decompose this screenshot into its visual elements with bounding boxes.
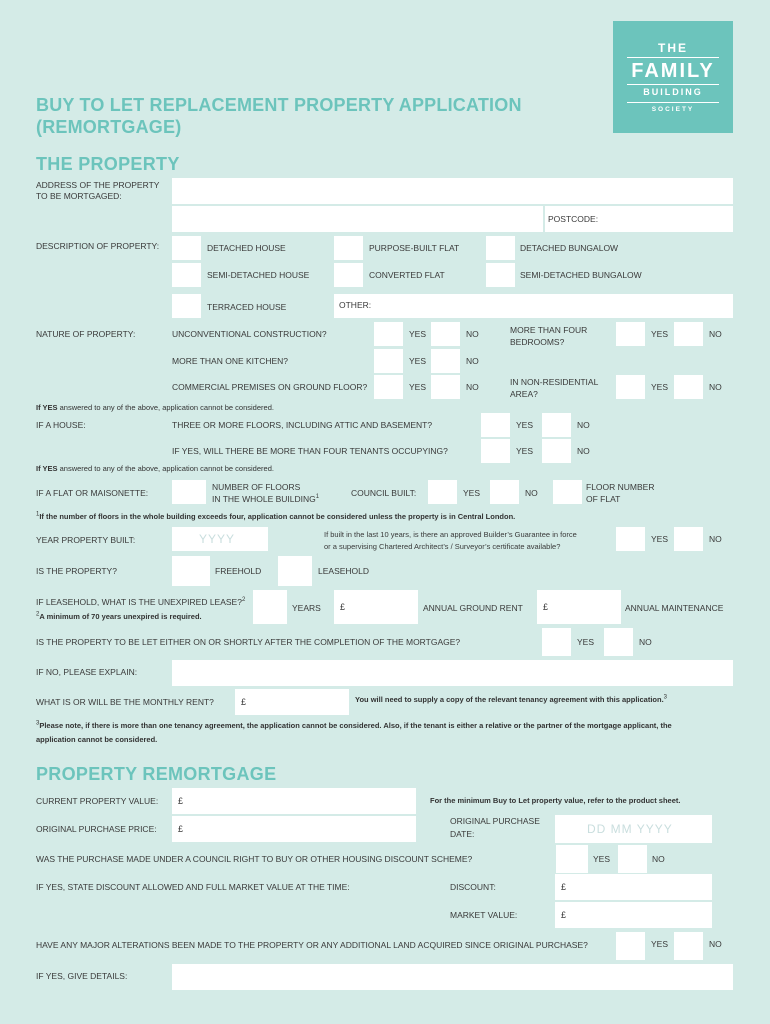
option-semi-detached-house: SEMI-DETACHED HOUSE bbox=[207, 270, 310, 280]
pound-sign: £ bbox=[543, 602, 549, 612]
checkbox-converted-flat[interactable] bbox=[334, 263, 363, 287]
family-building-society-logo bbox=[613, 21, 733, 133]
floor-number-label: OF FLAT bbox=[586, 494, 621, 504]
address-field-line1[interactable] bbox=[172, 178, 733, 204]
annual-ground-rent-label: ANNUAL GROUND RENT bbox=[423, 603, 523, 613]
pound-sign: £ bbox=[178, 824, 184, 834]
yes-label: YES bbox=[651, 939, 669, 949]
option-detached-house: DETACHED HOUSE bbox=[207, 243, 286, 253]
state-discount-label: IF YES, STATE DISCOUNT ALLOWED AND FULL MARKET VALUE AT THE TIME: bbox=[36, 882, 350, 892]
option-terraced-house: TERRACED HOUSE bbox=[207, 302, 287, 312]
logo-rule bbox=[627, 102, 719, 103]
major-alterations-label: HAVE ANY MAJOR ALTERATIONS BEEN MADE TO THE PROPERTY OR ANY ADDITIONAL LAND ACQUIRED SINCE ORIGINAL PURCHASE? bbox=[36, 940, 588, 950]
year-placeholder: YYYY bbox=[199, 532, 236, 546]
logo-society: SOCIETY bbox=[651, 106, 695, 113]
postcode-label: POSTCODE: bbox=[548, 214, 599, 224]
non-residential-yes-box[interactable] bbox=[616, 375, 645, 399]
unexpired-years-box[interactable] bbox=[253, 590, 287, 624]
market-value-label: MARKET VALUE: bbox=[450, 910, 518, 920]
no-label: NO bbox=[577, 420, 590, 430]
council-yes-box[interactable] bbox=[428, 480, 457, 504]
guarantee-yes-box[interactable] bbox=[616, 527, 645, 551]
commercial-yes-box[interactable] bbox=[374, 375, 403, 399]
logo-building: BUILDING bbox=[643, 87, 703, 97]
other-field[interactable] bbox=[334, 294, 733, 318]
page-title-line2: (REMORTGAGE) bbox=[36, 117, 182, 137]
address-label: TO BE MORTGAGED: bbox=[36, 191, 122, 201]
note-if-yes: If YES answered to any of the above, application cannot be considered. bbox=[36, 464, 274, 473]
kitchen-label: MORE THAN ONE KITCHEN? bbox=[172, 356, 289, 366]
unconventional-label: UNCONVENTIONAL CONSTRUCTION? bbox=[172, 329, 327, 339]
no-label: NO bbox=[577, 446, 590, 456]
address-field-line2[interactable] bbox=[172, 206, 543, 232]
non-residential-label: AREA? bbox=[510, 389, 538, 399]
council-no-box[interactable] bbox=[490, 480, 519, 504]
kitchen-no-box[interactable] bbox=[431, 349, 460, 373]
is-property-label: IS THE PROPERTY? bbox=[36, 566, 117, 576]
if-flat-label: IF A FLAT OR MAISONETTE: bbox=[36, 488, 149, 498]
tenants-yes-box[interactable] bbox=[481, 439, 510, 463]
section-heading-property: THE PROPERTY bbox=[36, 154, 180, 174]
current-value-label: CURRENT PROPERTY VALUE: bbox=[36, 796, 159, 806]
if-no-explain-label: IF NO, PLEASE EXPLAIN: bbox=[36, 667, 138, 677]
yes-label: YES bbox=[409, 329, 427, 339]
current-value-field[interactable] bbox=[172, 788, 416, 814]
floor-number-label: FLOOR NUMBER bbox=[586, 482, 655, 492]
leasehold-label: LEASEHOLD bbox=[318, 566, 370, 576]
logo-rule bbox=[627, 57, 719, 58]
original-date-label: DATE: bbox=[450, 829, 475, 839]
tenants-no-box[interactable] bbox=[542, 439, 571, 463]
pound-sign: £ bbox=[340, 602, 346, 612]
page-title-line1: BUY TO LET REPLACEMENT PROPERTY APPLICATION bbox=[36, 95, 522, 115]
discount-label: DISCOUNT: bbox=[450, 882, 496, 892]
checkbox-detached-house[interactable] bbox=[172, 236, 201, 260]
year-built-label: YEAR PROPERTY BUILT: bbox=[36, 535, 136, 545]
three-floors-yes-box[interactable] bbox=[481, 413, 510, 437]
give-details-label: IF YES, GIVE DETAILS: bbox=[36, 971, 128, 981]
no-label: NO bbox=[639, 637, 652, 647]
original-price-field[interactable] bbox=[172, 816, 416, 842]
logo-the: THE bbox=[658, 41, 688, 55]
yes-label: YES bbox=[463, 488, 481, 498]
four-tenants-label: IF YES, WILL THERE BE MORE THAN FOUR TENANTS OCCUPYING? bbox=[172, 446, 448, 456]
address-label: ADDRESS OF THE PROPERTY bbox=[36, 180, 160, 190]
if-house-label: IF A HOUSE: bbox=[36, 420, 86, 430]
original-date-field[interactable] bbox=[555, 815, 712, 843]
bedrooms-label: MORE THAN FOUR bbox=[510, 325, 588, 335]
description-label: DESCRIPTION OF PROPERTY: bbox=[36, 241, 160, 251]
yes-label: YES bbox=[409, 356, 427, 366]
builders-guarantee-text: or a supervising Chartered Architect’s / Surveyor’s certificate available? bbox=[324, 542, 561, 551]
maintenance-field[interactable] bbox=[537, 590, 621, 624]
monthly-rent-label: WHAT IS OR WILL BE THE MONTHLY RENT? bbox=[36, 697, 214, 707]
footnote-3: $^3$Please note, if there is more than one tenancy agreement, the application cannot be considered. Also, if the tenant is either a relative or the partner of the mortgage applicant, the bbox=[36, 720, 672, 730]
checkbox-semi-detached-house[interactable] bbox=[172, 263, 201, 287]
yes-label: YES bbox=[651, 534, 669, 544]
yes-label: YES bbox=[409, 382, 427, 392]
yes-label: YES bbox=[593, 854, 611, 864]
council-scheme-label: WAS THE PURCHASE MADE UNDER A COUNCIL RIGHT TO BUY OR OTHER HOUSING DISCOUNT SCHEME? bbox=[36, 854, 473, 864]
footnote-2: $^2$A minimum of 70 years unexpired is required. bbox=[36, 611, 202, 621]
no-label: NO bbox=[525, 488, 538, 498]
min-value-note: For the minimum Buy to Let property value, refer to the product sheet. bbox=[430, 796, 681, 805]
date-placeholder: DD MM YYYY bbox=[587, 822, 673, 836]
no-label: NO bbox=[652, 854, 665, 864]
nature-label: NATURE OF PROPERTY: bbox=[36, 329, 136, 339]
no-label: NO bbox=[466, 356, 479, 366]
freehold-label: FREEHOLD bbox=[215, 566, 262, 576]
no-label: NO bbox=[709, 382, 722, 392]
bedrooms-yes-box[interactable] bbox=[616, 322, 645, 346]
num-floors-label: NUMBER OF FLOORS bbox=[212, 482, 301, 492]
monthly-rent-field[interactable] bbox=[235, 689, 349, 715]
let-question-label: IS THE PROPERTY TO BE LET EITHER ON OR SHORTLY AFTER THE COMPLETION OF THE MORTGAGE? bbox=[36, 637, 461, 647]
checkbox-purpose-built-flat[interactable] bbox=[334, 236, 363, 260]
commercial-label: COMMERCIAL PREMISES ON GROUND FLOOR? bbox=[172, 382, 368, 392]
original-date-label: ORIGINAL PURCHASE bbox=[450, 816, 540, 826]
checkbox-semi-detached-bungalow[interactable] bbox=[486, 263, 515, 287]
yes-label: YES bbox=[577, 637, 595, 647]
discount-field[interactable] bbox=[555, 874, 712, 900]
yes-label: YES bbox=[651, 382, 669, 392]
scheme-yes-box[interactable] bbox=[556, 845, 588, 873]
details-field[interactable] bbox=[172, 964, 733, 990]
no-label: NO bbox=[709, 329, 722, 339]
original-price-label: ORIGINAL PURCHASE PRICE: bbox=[36, 824, 157, 834]
option-detached-bungalow: DETACHED BUNGALOW bbox=[520, 243, 619, 253]
option-purpose-built-flat: PURPOSE-BUILT FLAT bbox=[369, 243, 460, 253]
unconventional-yes-box[interactable] bbox=[374, 322, 403, 346]
num-floors-label: IN THE WHOLE BUILDING$^1$ bbox=[212, 494, 320, 504]
no-label: NO bbox=[466, 382, 479, 392]
annual-maintenance-label: ANNUAL MAINTENANCE bbox=[625, 603, 724, 613]
years-label: YEARS bbox=[292, 603, 321, 613]
bedrooms-label: BEDROOMS? bbox=[510, 337, 565, 347]
let-yes-box[interactable] bbox=[542, 628, 571, 656]
section-heading-remortgage: PROPERTY REMORTGAGE bbox=[36, 764, 277, 784]
explain-field[interactable] bbox=[172, 660, 733, 686]
postcode-field[interactable] bbox=[545, 206, 733, 232]
no-label: NO bbox=[709, 939, 722, 949]
alterations-yes-box[interactable] bbox=[616, 932, 645, 960]
no-label: NO bbox=[466, 329, 479, 339]
non-residential-no-box[interactable] bbox=[674, 375, 703, 399]
unconventional-no-box[interactable] bbox=[431, 322, 460, 346]
council-built-label: COUNCIL BUILT: bbox=[351, 488, 417, 498]
scheme-no-box[interactable] bbox=[618, 845, 647, 873]
three-floors-label: THREE OR MORE FLOORS, INCLUDING ATTIC AND BASEMENT? bbox=[172, 420, 433, 430]
floor-number-box[interactable] bbox=[553, 480, 582, 504]
leasehold-box[interactable] bbox=[278, 556, 312, 586]
kitchen-yes-box[interactable] bbox=[374, 349, 403, 373]
non-residential-label: IN NON-RESIDENTIAL bbox=[510, 377, 599, 387]
footnote-3: application cannot be considered. bbox=[36, 735, 158, 744]
logo-family: FAMILY bbox=[631, 60, 715, 82]
no-label: NO bbox=[709, 534, 722, 544]
pound-sign: £ bbox=[178, 796, 184, 806]
option-converted-flat: CONVERTED FLAT bbox=[369, 270, 445, 280]
freehold-box[interactable] bbox=[172, 556, 210, 586]
tenancy-note: You will need to supply a copy of the relevant tenancy agreement with this application.$^3$ bbox=[355, 694, 668, 704]
yes-label: YES bbox=[516, 446, 534, 456]
unexpired-lease-label: IF LEASEHOLD, WHAT IS THE UNEXPIRED LEASE?$^2$ bbox=[36, 597, 246, 607]
num-floors-box[interactable] bbox=[172, 480, 206, 504]
year-built-field[interactable] bbox=[172, 527, 268, 551]
logo-rule bbox=[627, 84, 719, 85]
alterations-no-box[interactable] bbox=[674, 932, 703, 960]
commercial-no-box[interactable] bbox=[431, 375, 460, 399]
builders-guarantee-text: If built in the last 10 years, is there an approved Builder’s Guarantee in force bbox=[324, 530, 577, 539]
bedrooms-no-box[interactable] bbox=[674, 322, 703, 346]
let-no-box[interactable] bbox=[604, 628, 633, 656]
three-floors-no-box[interactable] bbox=[542, 413, 571, 437]
pound-sign: £ bbox=[561, 882, 567, 892]
checkbox-terraced-house[interactable] bbox=[172, 294, 201, 318]
note-if-yes: If YES answered to any of the above, application cannot be considered. bbox=[36, 403, 274, 412]
checkbox-detached-bungalow[interactable] bbox=[486, 236, 515, 260]
yes-label: YES bbox=[516, 420, 534, 430]
yes-label: YES bbox=[651, 329, 669, 339]
pound-sign: £ bbox=[241, 697, 247, 707]
pound-sign: £ bbox=[561, 910, 567, 920]
ground-rent-field[interactable] bbox=[334, 590, 418, 624]
guarantee-no-box[interactable] bbox=[674, 527, 703, 551]
footnote-1: $^1$If the number of floors in the whole building exceeds four, application cannot be considered unless the property is in Central London. bbox=[36, 511, 516, 521]
other-label: OTHER: bbox=[339, 300, 372, 310]
market-value-field[interactable] bbox=[555, 902, 712, 928]
option-semi-detached-bungalow: SEMI-DETACHED BUNGALOW bbox=[520, 270, 642, 280]
